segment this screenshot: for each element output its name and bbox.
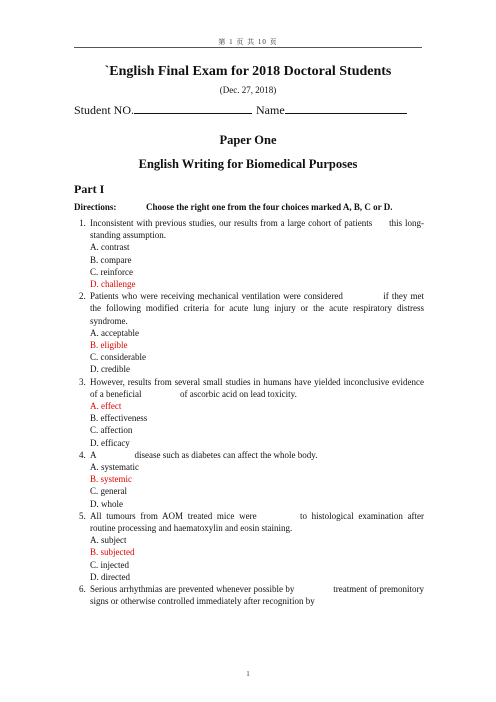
option-b[interactable]: B. compare [90, 254, 132, 265]
option-a[interactable]: A. acceptable [90, 327, 139, 338]
directions-text: Choose the right one from the four choices marked A, B, C or D. [146, 202, 393, 212]
exam-title: `English Final Exam for 2018 Doctoral Students [104, 64, 392, 79]
option-a[interactable]: A. systematic [90, 462, 139, 473]
option-d[interactable]: D. credible [90, 364, 130, 375]
question-text: However, results from several small studies in humans have yielded inconclusive evidence of a beneficial of ascorbic acid on lead toxicity. [90, 376, 424, 399]
question-text: Patients who were receiving mechanical ventilation were considered if they met the following modified criteria for acute lung injury or the acute respiratory distress syndrome. [90, 291, 425, 326]
option-a-correct[interactable]: A. effect [90, 401, 122, 412]
question-number: 2. [79, 291, 86, 302]
option-a[interactable]: A. contrast [90, 242, 130, 253]
question-item [74, 376, 424, 400]
student-info-line [74, 101, 411, 118]
student-number-label: Student NO. [74, 103, 134, 117]
header-rule [74, 47, 422, 48]
directions [74, 202, 424, 212]
question-list [74, 217, 424, 608]
option-d[interactable]: D. whole [90, 498, 123, 509]
question-number: 4. [79, 449, 86, 460]
question-item [74, 217, 424, 241]
student-name-blank[interactable] [285, 101, 407, 114]
option-b[interactable]: B. effectiveness [90, 413, 148, 424]
option-c[interactable]: C. general [90, 486, 127, 497]
part-title: Part I [74, 182, 105, 196]
option-d[interactable]: D. efficacy [90, 437, 130, 448]
page-header: 第 1 页 共 10 页 [218, 38, 278, 46]
option-b-correct[interactable]: B. systemic [90, 474, 132, 485]
option-c[interactable]: C. reinforce [90, 266, 133, 277]
option-c[interactable]: C. considerable [90, 352, 146, 363]
question-number: 3. [79, 376, 86, 387]
question-text: Serious arrhythmias are prevented whenever possible by treatment of premonitory signs or otherwise controlled immediately after recognition by [90, 584, 425, 607]
directions-label: Directions: [74, 202, 117, 212]
section-title: English Writing for Biomedical Purposes [138, 157, 358, 171]
option-b-correct[interactable]: B. eligible [90, 340, 128, 351]
option-a[interactable]: A. subject [90, 535, 127, 546]
option-b-correct[interactable]: B. subjected [90, 547, 135, 558]
question-item [74, 510, 424, 534]
student-number-blank[interactable] [134, 101, 252, 114]
option-c[interactable]: C. injected [90, 559, 129, 570]
question-text: Inconsistent with previous studies, our results from a large cohort of patients this long-standing assumption. [90, 218, 424, 241]
option-c[interactable]: C. affection [90, 425, 133, 436]
option-d-correct[interactable]: D. challenge [90, 279, 136, 290]
question-number: 6. [79, 584, 86, 595]
question-item [74, 449, 424, 461]
question-text: A disease such as diabetes can affect the whole body. [90, 449, 318, 460]
question-item [74, 290, 424, 327]
question-text: All tumours from AOM treated mice were to histological examination after routine processing and haematoxylin and eosin staining. [90, 510, 424, 534]
student-name-label: Name [256, 103, 285, 117]
paper-title: Paper One [219, 133, 277, 147]
option-d[interactable]: D. directed [90, 571, 130, 582]
question-number: 5. [79, 510, 86, 521]
page-number: 1 [246, 670, 250, 678]
exam-date: (Dec. 27, 2018) [219, 85, 277, 95]
question-number: 1. [79, 218, 86, 228]
question-item [74, 583, 424, 607]
